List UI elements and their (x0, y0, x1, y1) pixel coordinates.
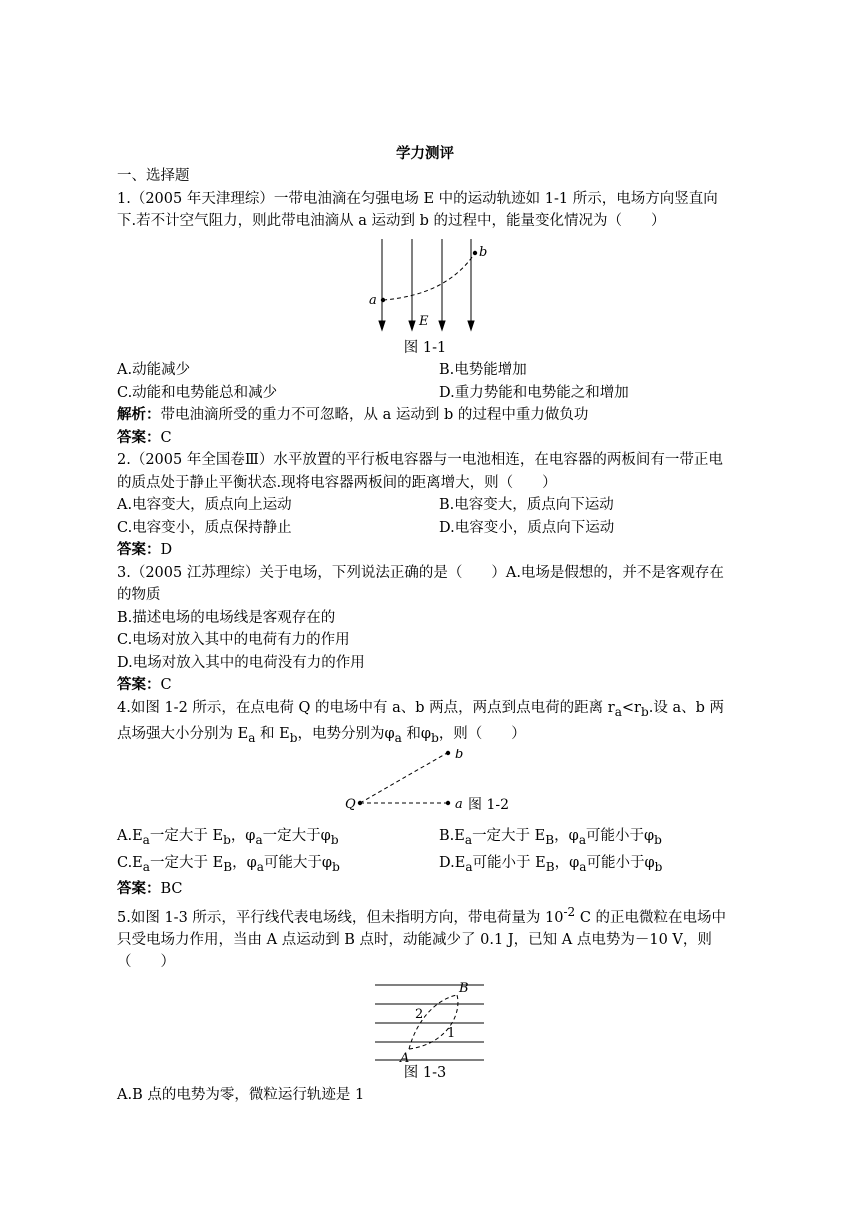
label-A: A (400, 1050, 410, 1062)
point-a (446, 801, 450, 805)
figure-1-3 (117, 974, 733, 1062)
point-b (473, 250, 477, 254)
document-page (117, 128, 733, 1107)
answer-value: C (160, 677, 172, 693)
trajectory-curve (383, 253, 475, 300)
page-title: 学力测评 (396, 144, 454, 162)
question-4-options-row-1 (117, 825, 733, 851)
question-4-text: 4.如图 1-2 所示，在点电荷 Q 的电场中有 a、b 两点，两点到点电荷的距离 $r_a<r_b$.设 a、b 两点场强大小分别为 $E_a$ 和 $E_b$，电势分别为$\varphi_a$ 和$\varphi_b$，则（ ） (117, 699, 724, 745)
figure-1-1 (117, 233, 733, 337)
question-1-options-row-2 (117, 382, 733, 405)
point-Q (358, 801, 362, 805)
section-heading: 一、选择题 (117, 168, 190, 184)
point-a (381, 297, 385, 301)
field-lines-horizontal (375, 985, 484, 1060)
option-d: D.电容变小，质点向下运动 (439, 519, 615, 536)
label-b: b (455, 749, 464, 763)
analysis-label: 解析： (117, 406, 161, 423)
question-2-options-row-2 (117, 517, 733, 540)
question-2-answer (117, 539, 733, 562)
question-4-answer (117, 878, 733, 901)
figure-1-3-caption: 图 1-3 (403, 1064, 447, 1081)
point-b (446, 751, 450, 755)
option-c: C.动能和电势能总和减少 (117, 384, 278, 401)
figure-1-1-caption: 图 1-1 (403, 339, 447, 356)
label-b: b (479, 244, 488, 260)
question-1-answer (117, 427, 733, 450)
answer-label: 答案： (117, 541, 161, 558)
option-a: A.动能减少 (117, 362, 191, 378)
answer-label: 答案： (117, 428, 161, 446)
question-3-text: 3.（2005 江苏理综）关于电场，下列说法正确的是（ ）A.电场是假想的，并不是客观存在的物质 (117, 564, 724, 603)
option-c: $C.E_a$一定大于 $E_B$，$\varphi_a$可能大于$\varphi_b$ (117, 854, 340, 874)
option-c: C.电容变小，质点保持静止 (117, 519, 292, 536)
figure-1-2 (117, 749, 733, 825)
question-4-options-row-2 (117, 852, 733, 878)
question-1-options-row-1 (117, 359, 733, 382)
option-b: B.描述电场的电场线是客观存在的 (117, 609, 336, 626)
question-1-text: 1.（2005 年天津理综）一带电油滴在匀强电场 E 中的运动轨迹如 1-1 所示，电场方向竖直向下.若不计空气阻力，则此带电油滴从 a 运动到 b 的过程中，能量变化情况为（ ） (117, 190, 718, 229)
question-2-options-row-1 (117, 494, 733, 517)
question-5-text: 5.如图 1-3 所示，平行线代表电场线，但未指明方向，带电荷量为 $10^{-2}$ C 的正电微粒在电场中只受电场力作用，当由 A 点运动到 B 点时，动能减少了 0.1 J，已知 A 点电势为－10 V，则（ ） (117, 904, 727, 971)
question-1-analysis (117, 404, 733, 427)
answer-value: D (160, 542, 173, 558)
option-b: $B.E_a$一定大于 $E_B$，$\varphi_a$可能小于$\varphi_b$ (439, 828, 662, 848)
answer-value: BC (160, 881, 183, 898)
option-d: $D.E_a$可能小于 $E_B$，$\varphi_a$可能小于$\varphi_b$ (439, 854, 663, 874)
label-B: B (459, 980, 469, 996)
option-a: A.B 点的电势为零，微粒运行轨迹是 1 (117, 1087, 365, 1104)
answer-value: C (160, 429, 172, 446)
label-a: a (455, 797, 463, 813)
label-2: 2 (415, 1006, 424, 1022)
option-d: D.重力势能和电势能之和增加 (439, 384, 629, 401)
answer-label: 答案： (117, 676, 161, 693)
option-a: A.电容变大，质点向上运动 (117, 497, 292, 513)
option-b: B.电容变大，质点向下运动 (439, 497, 614, 513)
question-2-text: 2.（2005 年全国卷Ⅲ）水平放置的平行板电容器与一电池相连，在电容器的两板间有一带正电的质点处于静止平衡状态.现将电容器两板间的距离增大，则（ ） (117, 452, 723, 491)
analysis-text: 带电油滴所受的重力不可忽略，从 a 运动到 b 的过程中重力做负功 (160, 407, 589, 423)
label-a: a (369, 292, 377, 308)
label-E: E (419, 313, 429, 329)
option-b: B.电势能增加 (439, 362, 527, 378)
option-a: $A.E_a$一定大于 $E_b$，$\varphi_a$一定大于$\varphi_b$ (117, 828, 339, 848)
line-Q-b (360, 753, 447, 803)
label-Q: Q (345, 797, 356, 813)
option-d: D.电场对放入其中的电荷没有力的作用 (117, 654, 365, 671)
answer-label: 答案： (117, 880, 161, 898)
label-1: 1 (447, 1025, 456, 1041)
option-c: C.电场对放入其中的电荷有力的作用 (117, 632, 350, 648)
figure-1-2-caption: 图 1-2 (468, 797, 509, 814)
question-3-answer (117, 674, 733, 697)
